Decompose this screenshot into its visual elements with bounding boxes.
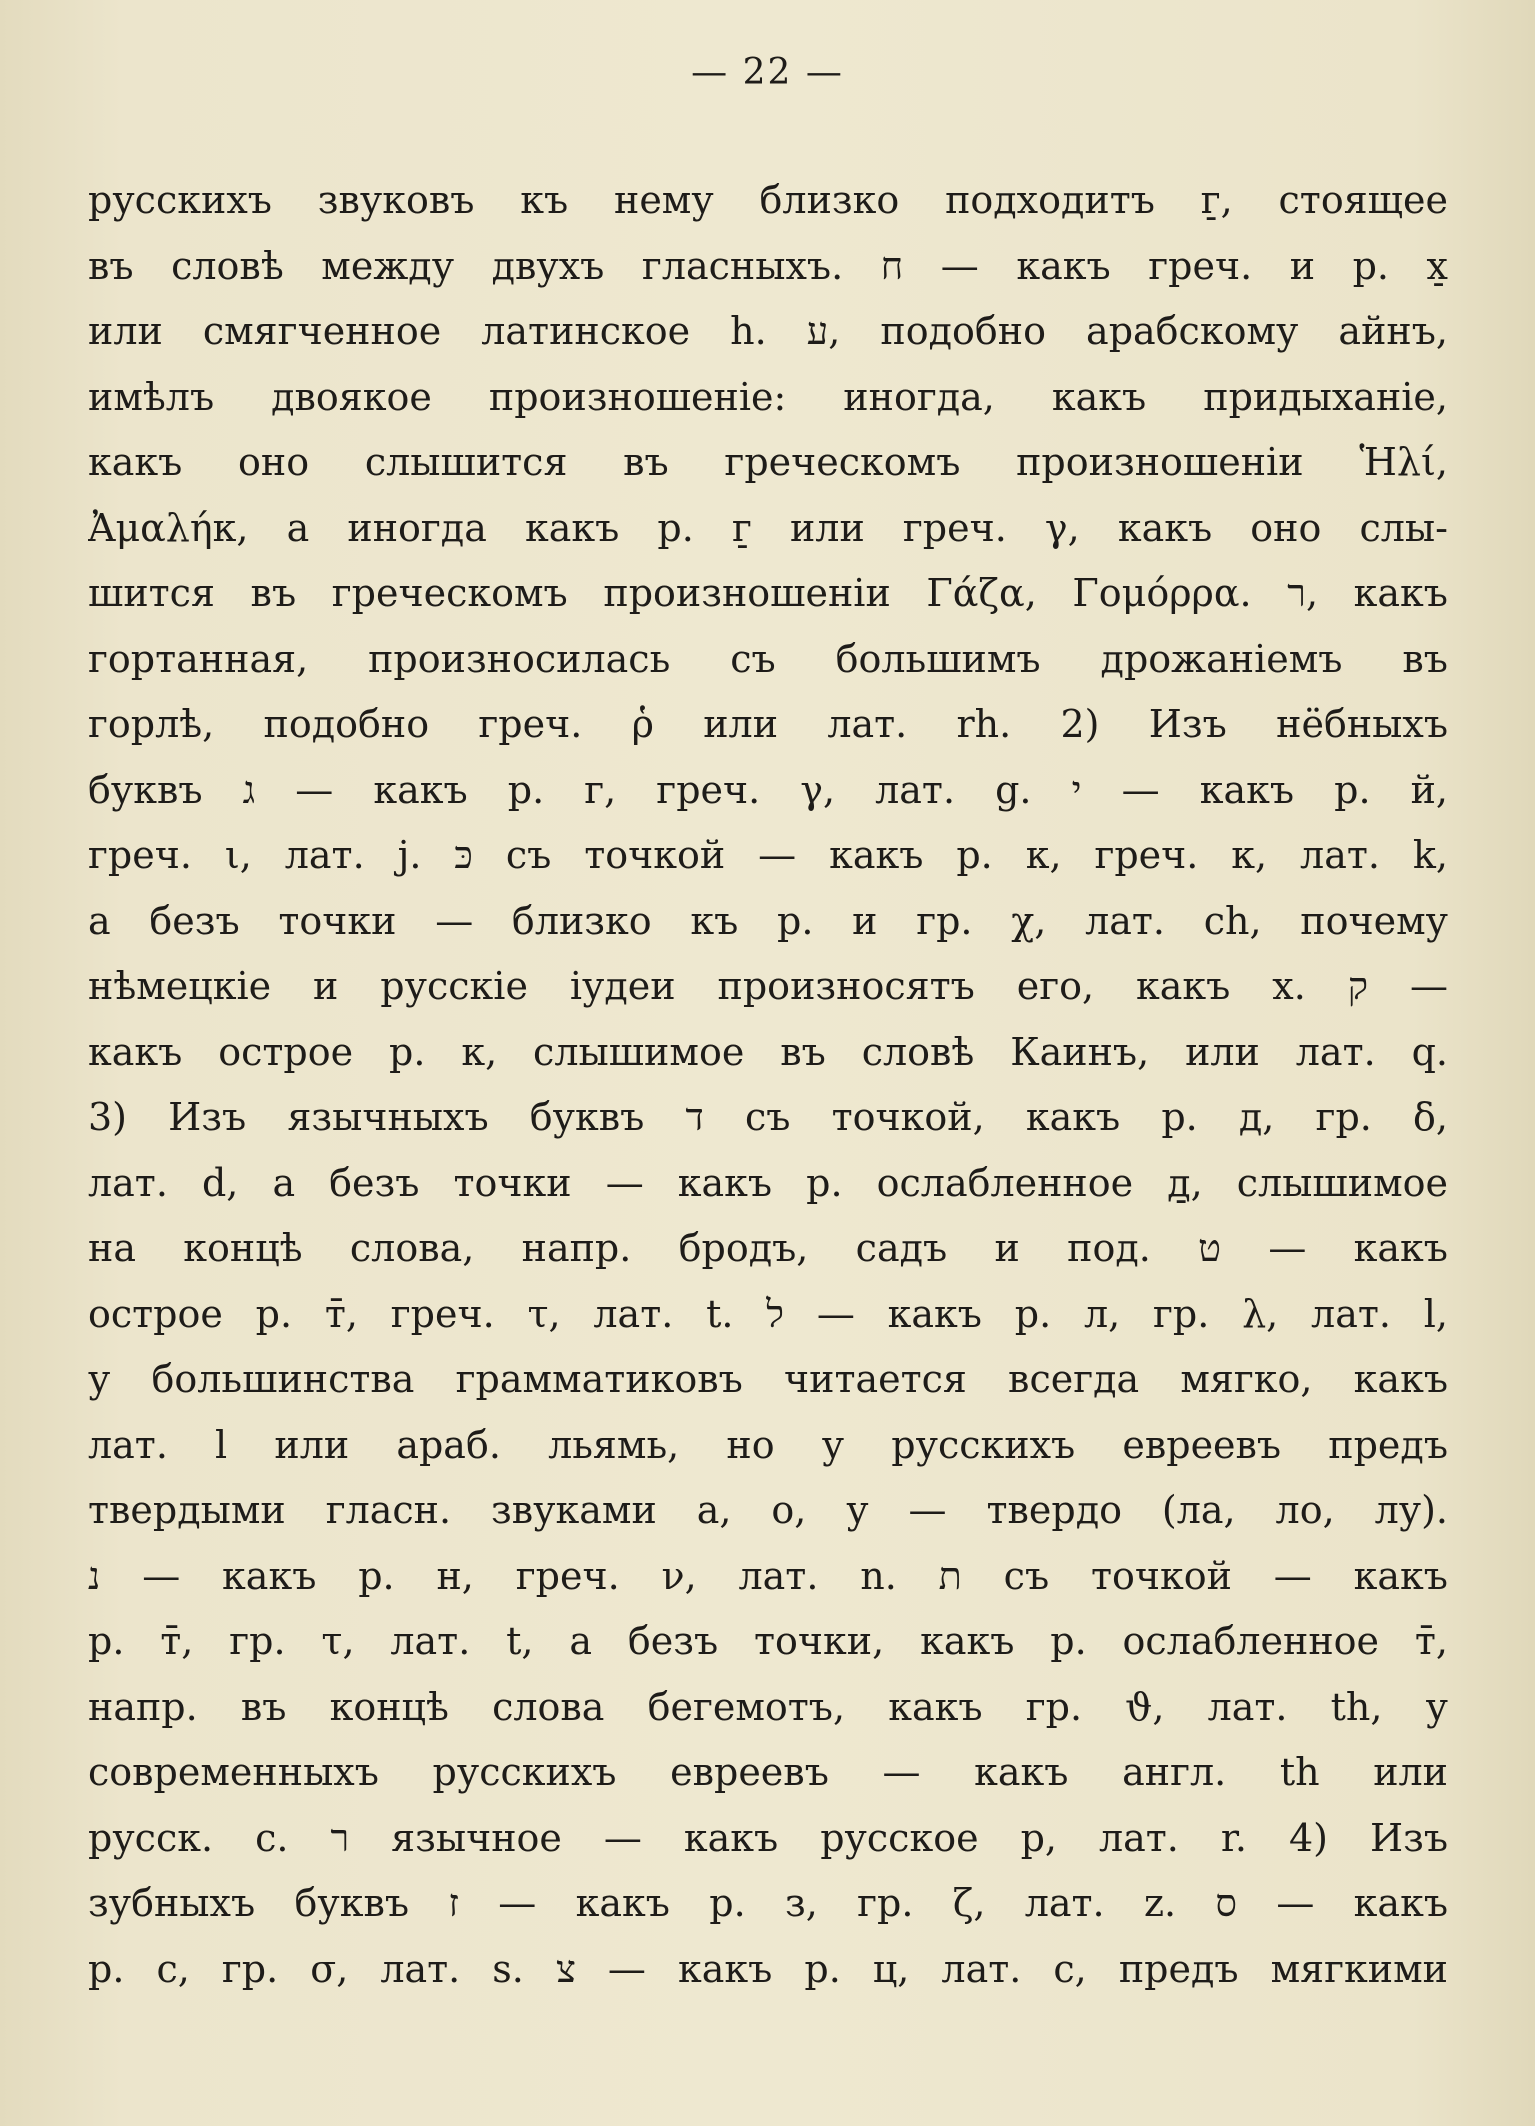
- text-line: Ἀμαλήκ, а иногда какъ р. г̠ или греч. γ, какъ оно слы-: [88, 505, 1448, 550]
- body-text: [88, 168, 1448, 2002]
- text-line: нѣмецкіе и русскіе іудеи произносятъ его, какъ х. ק —: [88, 964, 1448, 1008]
- text-line: נ — какъ р. н, греч. ν, лат. n. ת съ точкой — какъ: [88, 1553, 1448, 1598]
- text-line: современныхъ русскихъ евреевъ — какъ англ. th или: [88, 1750, 1448, 1794]
- text-line: 3) Изъ язычныхъ буквъ ד съ точкой, какъ р. д, гр. δ,: [88, 1095, 1448, 1139]
- text-line: лат. d, а безъ точки — какъ р. ослабленное д̠, слышимое: [88, 1160, 1448, 1205]
- text-line: напр. въ концѣ слова бегемотъ, какъ гр. ϑ, лат. th, у: [88, 1684, 1448, 1729]
- text-line: шится въ греческомъ произношеніи Γάζα, Γομόρρα. ר, какъ: [88, 571, 1448, 615]
- text-line: на концѣ слова, напр. бродъ, садъ и под. ט — какъ: [88, 1226, 1448, 1270]
- text-line: греч. ι, лат. j. כּ съ точкой — какъ р. к, греч. κ, лат. k,: [88, 833, 1448, 877]
- text-line: р. с, гр. σ, лат. s. צ — какъ р. ц, лат. c, предъ мягкими: [88, 1946, 1448, 1991]
- text-line: какъ оно слышится въ греческомъ произношеніи Ἡλί,: [88, 440, 1448, 484]
- text-line: а безъ точки — близко къ р. и гр. χ, лат. ch, почему: [88, 898, 1448, 943]
- text-line: твердыми гласн. звуками а, о, у — твердо (ла, ло, лу).: [88, 1488, 1448, 1532]
- text-line: лат. l или араб. льямь, но у русскихъ евреевъ предъ: [88, 1422, 1448, 1467]
- text-line: русскихъ звуковъ къ нему близко подходитъ г̠, стоящее: [88, 178, 1448, 222]
- text-line: или смягченное латинское h. ע, подобно арабскому айнъ,: [88, 309, 1448, 353]
- text-line: какъ острое р. к, слышимое въ словѣ Каинъ, или лат. q.: [88, 1029, 1448, 1074]
- text-line: буквъ ג — какъ р. г, греч. γ, лат. g. י — какъ р. й,: [88, 767, 1448, 812]
- text-line: гортанная, произносилась съ большимъ дрожаніемъ въ: [88, 636, 1448, 681]
- text-line: горлѣ, подобно греч. ῥ или лат. rh. 2) Изъ нёбныхъ: [88, 702, 1448, 746]
- text-line: зубныхъ буквъ ז — какъ р. з, гр. ζ, лат. z. ס — какъ: [88, 1881, 1448, 1925]
- page-number: — 22 —: [691, 52, 844, 93]
- text-line: острое р. т̄, греч. τ, лат. t. ל — какъ р. л, гр. λ, лат. l,: [88, 1291, 1448, 1336]
- text-line: въ словѣ между двухъ гласныхъ. ח — какъ греч. и р. х̠: [88, 243, 1448, 288]
- text-line: р. т̄, гр. τ, лат. t, а безъ точки, какъ р. ослабленное т̄,: [88, 1619, 1448, 1663]
- text-line: у большинства грамматиковъ читается всегда мягко, какъ: [88, 1357, 1448, 1401]
- text-line: имѣлъ двоякое произношеніе: иногда, какъ придыханіе,: [88, 374, 1448, 419]
- text-line: русск. с. ר язычное — какъ русское р, лат. r. 4) Изъ: [88, 1815, 1448, 1860]
